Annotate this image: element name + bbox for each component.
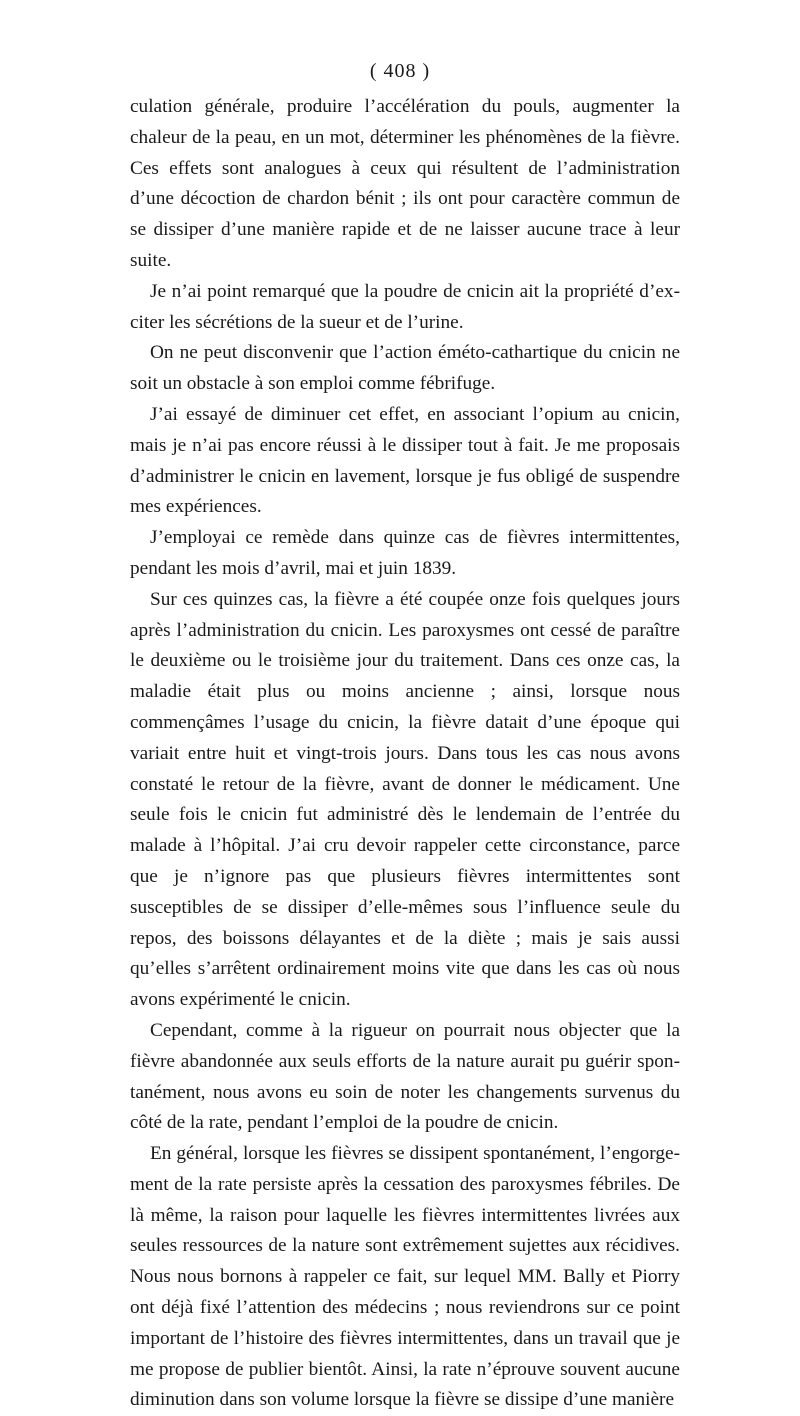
paragraph: On ne peut disconvenir que l’action éméto-cathartique du cnicin ne soit un obstacle à son emploi comme fébrifuge. xyxy=(130,342,680,395)
paragraph: Cependant, comme à la rigueur on pourrait nous objecter que la fièvre abandonnée aux seuls efforts de la nature aurait pu guérir spontanément, nous avons eu soin de noter les changements survenus du côté de la rate, pendant l’emploi de la poudre de cnicin. xyxy=(130,1019,680,1134)
paragraph: culation générale, produire l’accélération du pouls, augmenter la chaleur de la peau, en un mot, déterminer les phénomènes de la fièvre. Ces effets sont analogues à ceux qui résultent de l’administration d’une décoction de chardon bénit ; ils ont pour caractère commun de se dissiper d’une manière rapide et de ne laisser aucune trace à leur suite. xyxy=(130,96,680,271)
paragraph: En général, lorsque les fièvres se dissipent spontanément, l’engorgement de la rate persiste après la cessation des paroxysmes fébriles. De là même, la raison pour laquelle les fièvres intermittentes livrées aux seules ressources de la nature sont extrêmement sujettes aux récidives. Nous nous bornons à rappeler ce fait, sur lequel MM. Bally et Piorry ont déjà fixé l’attention des médecins ; nous reviendrons sur ce point important de l’histoire des fièvres intermittentes, dans un travail que je me propose de publier bientôt. Ainsi, la rate n’éprouve souvent aucune diminution dans son volume lorsque la fièvre se dissipe d’une manière xyxy=(130,1143,680,1411)
paragraph: J’ai essayé de diminuer cet effet, en associant l’opium au cnicin, mais je n’ai pas encore réussi à le dissiper tout à fait. Je me proposais d’administrer le cnicin en lavement, lorsque je fus obligé de suspendre mes expériences. xyxy=(130,403,680,518)
paragraph: Sur ces quinzes cas, la fièvre a été coupée onze fois quelques jours après l’administration du cnicin. Les paroxysmes ont cessé de paraître le deuxième ou le troisième jour du traitement. Dans ces onze cas, la maladie était plus ou moins ancienne ; ainsi, lorsque nous commençâmes l’usage du cnicin, la fièvre datait d’une époque qui variait entre huit et vingt-trois jours. Dans tous les cas nous avons constaté le retour de la fièvre, avant de donner le médicament. Une seule fois le cnicin fut administré dès le lendemain de l’entrée du malade à l’hôpital. J’ai cru devoir rappeler cette circonstance, parce que je n’ignore pas que plusieurs fièvres intermittentes sont susceptibles de se dissiper d’elle-mêmes sous l’influence seule du repos, des boissons délayantes et de la diète ; mais je sais aussi qu’elles s’arrêtent ordinairement moins vite que dans les cas où nous avons expérimenté le cnicin. xyxy=(130,588,680,1011)
paragraph: Je n’ai point remarqué que la poudre de cnicin ait la propriété d’exciter les sécrétions de la sueur et de l’urine. xyxy=(130,280,680,333)
page-number: ( 408 ) xyxy=(369,60,431,82)
page-body xyxy=(130,92,680,1416)
paragraph: J’employai ce remède dans quinze cas de fièvres intermittentes, pendant les mois d’avril, mai et juin 1839. xyxy=(130,527,680,579)
